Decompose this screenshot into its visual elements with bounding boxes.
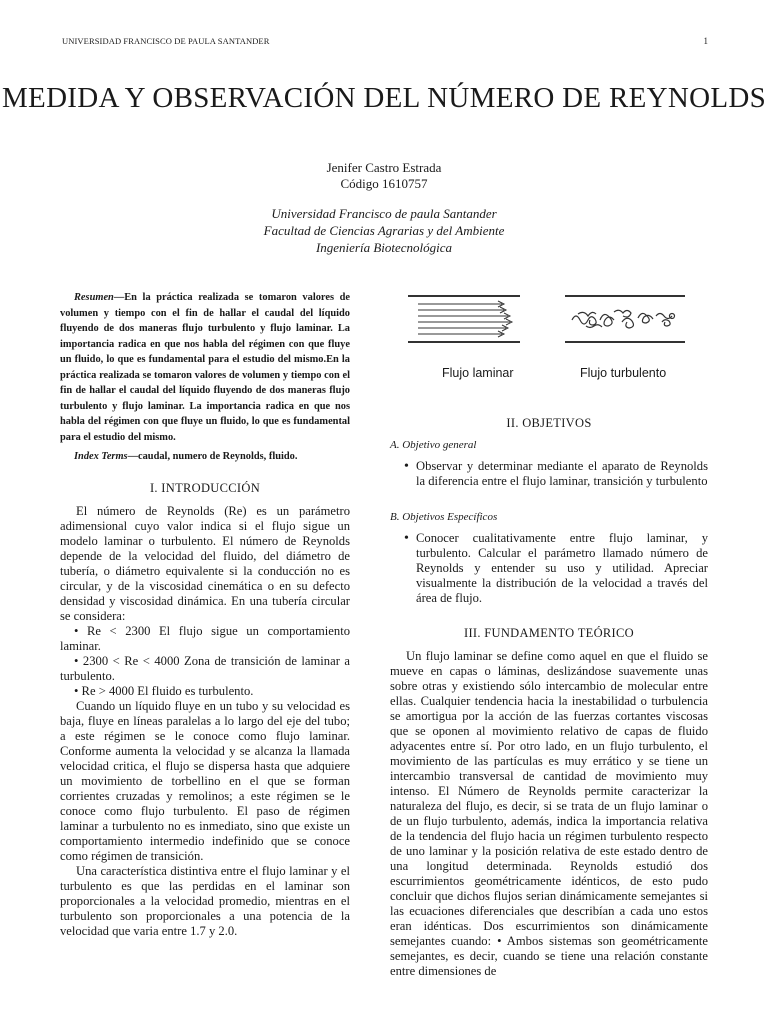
intro-bullet-1: • Re < 2300 El flujo sigue un comportamiento laminar. (60, 623, 350, 653)
author-name: Jenifer Castro Estrada (326, 160, 442, 175)
subsection-title-specific: B. Objetivos Específicos (390, 511, 498, 523)
flow-figure-graphic (400, 290, 690, 362)
section-title-theory: III. FUNDAMENTO TEÓRICO (464, 626, 634, 640)
general-objective-item: • Observar y determinar mediante el aparato de Reynolds la diferencia entre el flujo laminar, transición y turbulento (416, 459, 708, 489)
author-block (0, 160, 768, 192)
flow-figure (400, 290, 690, 390)
section-title-objectives: II. OBJETIVOS (506, 416, 592, 430)
index-terms-label: Index Terms (74, 451, 128, 462)
figure-label-turbulent: Flujo turbulento (580, 366, 667, 380)
specific-objectives-list (390, 531, 708, 606)
paper-title: MEDIDA Y OBSERVACIÓN DEL NÚMERO DE REYNOLDS (1, 82, 767, 114)
subsection-title-general: A. Objetivo general (390, 439, 477, 451)
affiliation-university: Universidad Francisco de paula Santander (271, 206, 497, 221)
affiliation-block (0, 205, 768, 256)
specific-objective-item: • Conocer cualitativamente entre flujo laminar, y turbulento. Calcular el parámetro llamado número de Reynolds y entender su uso y utilidad. Apreciar visualmente la distribución de la velocidad a través del área de flujo. (416, 531, 708, 606)
affiliation-program: Ingeniería Biotecnológica (315, 240, 453, 255)
intro-paragraph-2: Cuando un líquido fluye en un tubo y su velocidad es baja, fluye en líneas paralelas a lo largo del eje del tubo; a este régimen se le conoce como flujo laminar. Conforme aumenta la velocidad y se alcanza la llamada velocidad critica, el flujo se dispersa hasta que adquiere un movimiento de torbellino en el que se forman corrientes cruzadas y remolinos; a este régimen se le conoce como flujo turbulento. El paso de régimen laminar a turbulento no es inmediato, sino que existe un comportamiento intermedio indefinido que se conoce como régimen de transición. (60, 698, 350, 863)
index-terms (60, 449, 350, 465)
affiliation-faculty: Facultad de Ciencias Agrarias y del Ambiente (263, 223, 505, 238)
author-code: Código 1610757 (340, 176, 428, 191)
intro-bullet-3: • Re > 4000 El fluido es turbulento. (74, 683, 254, 698)
right-column (390, 290, 708, 979)
running-head: UNIVERSIDAD FRANCISCO DE PAULA SANTANDER (62, 36, 270, 46)
figure-label-laminar: Flujo laminar (442, 366, 514, 380)
intro-bullet-2: • 2300 < Re < 4000 Zona de transición de laminar a turbulento. (60, 653, 350, 683)
general-objectives-list (390, 459, 708, 489)
page-number: 1 (703, 36, 708, 46)
abstract-text: —En la práctica realizada se tomaron valores de volumen y tiempo con el fin de hallar el caudal del líquido fluyendo de dos maneras flujo turbulento y flujo laminar. La importancia radica en que nos habla del régimen con que fluye un fluido, lo que es fundamental para el estudio del mismo.En la práctica realizada se tomaron valores de volumen y tiempo con el fin de hallar el caudal del líquido fluyendo de dos maneras flujo turbulento y flujo laminar. La importancia radica en que nos habla del régimen con que fluye un fluido, lo que es fundamental para el estudio del mismo. (60, 292, 350, 443)
abstract (60, 290, 350, 445)
abstract-label: Resumen (74, 292, 114, 303)
section-title-intro: I. INTRODUCCIÓN (149, 480, 261, 495)
index-terms-text: —caudal, numero de Reynolds, fluido. (127, 451, 298, 462)
theory-paragraph-1: Un flujo laminar se define como aquel en que el fluido se mueve en capas o láminas, deslizándose suavemente unas sobre otras y existiendo sólo intercambio de molecular entre ellas. Cualquier tendencia hacia la inestabilidad o turbulencia se amortigua por la acción de las fuerzas cortantes viscosas que se oponen al movimiento relativo de capas de fluido adyacentes entre sí. Por otro lado, en un flujo turbulento, el movimiento de las partículas es muy errático y se tiene un intercambio transversal de cantidad de movimiento muy intenso. El Número de Reynolds permite caracterizar la naturaleza del flujo, es decir, si se trata de un flujo laminar o de un flujo turbulento, además, indica la importancia relativa de la tendencia del flujo hacia un régimen turbulento respecto de uno laminar y la posición relativa de este estado dentro de una longitud determinada. Reynolds estudió dos escurrimientos geométricamente idénticos, de esto pudo concluir que dichos flujos serian dinámicamente semejantes si las ecuaciones diferenciales que describían a cada uno estos eran idénticas. Dos escurrimientos son dinámicamente semejantes cuando: • Ambos sistemas son geométricamente semejantes, es decir, cuando se tiene una relación constante entre dimensiones de (390, 649, 708, 978)
left-column (60, 290, 350, 939)
intro-paragraph-3: Una característica distintiva entre el flujo laminar y el turbulento es que las perdidas en el laminar son proporcionales a la velocidad promedio, mientras en el turbulento son proporcionales a una potencia de la velocidad que varia entre 1.7 y 2.0. (60, 863, 350, 938)
intro-paragraph-1: El número de Reynolds (Re) es un parámetro adimensional cuyo valor indica si el flujo sigue un modelo laminar o turbulento. El número de Reynolds depende de la velocidad del fluido, del diámetro de tubería, o diámetro equivalente si la conducción no es circular, y de la viscosidad cinemática o en su defecto densidad y viscosidad dinámica. En una tubería circular se considera: (60, 503, 350, 623)
